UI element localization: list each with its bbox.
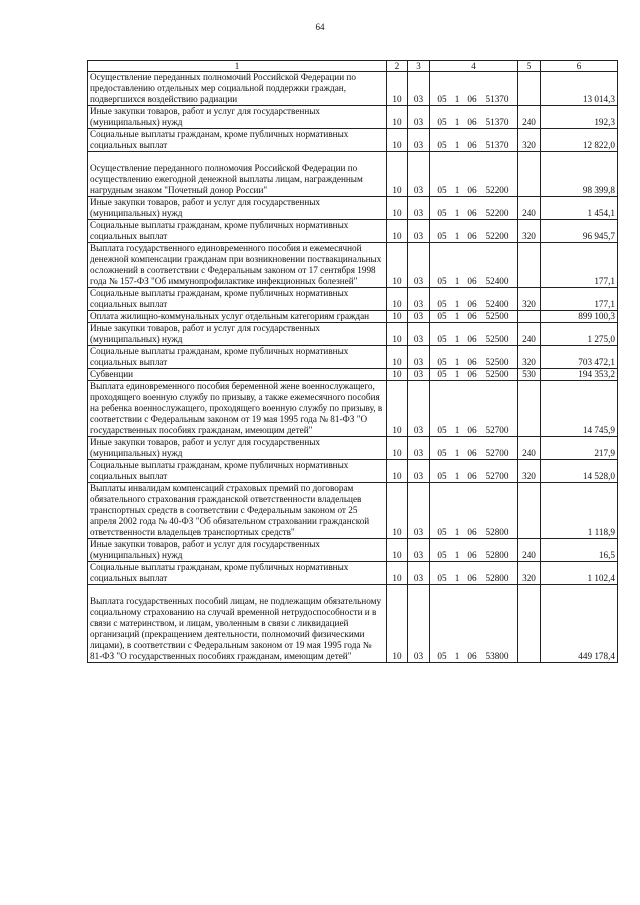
row-name: Субвенции bbox=[88, 369, 387, 381]
row-subsection: 03 bbox=[408, 381, 430, 437]
code-part: 06 bbox=[467, 357, 477, 367]
row-expense-type: 320 bbox=[518, 288, 541, 311]
code-part: 1 bbox=[454, 94, 460, 104]
row-expense-type: 240 bbox=[518, 539, 541, 562]
code-part: 52700 bbox=[485, 471, 509, 481]
row-expense-type: 320 bbox=[518, 346, 541, 369]
table-row bbox=[88, 311, 618, 323]
code-part: 05 bbox=[437, 550, 447, 560]
code-part: 06 bbox=[467, 527, 477, 537]
table-row bbox=[88, 243, 618, 288]
code-part: 06 bbox=[467, 276, 477, 286]
row-target-code bbox=[430, 483, 518, 539]
row-name: Иные закупки товаров, работ и услуг для государственных (муниципальных) нужд bbox=[88, 437, 387, 460]
code-part: 1 bbox=[454, 231, 460, 241]
code-part: 51370 bbox=[485, 94, 509, 104]
row-subsection: 03 bbox=[408, 323, 430, 346]
row-target-code bbox=[430, 381, 518, 437]
row-expense-type bbox=[518, 483, 541, 539]
code-part: 1 bbox=[454, 334, 460, 344]
row-expense-type: 240 bbox=[518, 323, 541, 346]
row-target-code bbox=[430, 72, 518, 106]
row-target-code bbox=[430, 539, 518, 562]
code-part: 05 bbox=[437, 185, 447, 195]
code-part: 05 bbox=[437, 448, 447, 458]
code-part: 1 bbox=[454, 527, 460, 537]
code-part: 06 bbox=[467, 94, 477, 104]
code-part: 52400 bbox=[485, 276, 509, 286]
code-part: 06 bbox=[467, 369, 477, 379]
row-target-code bbox=[430, 323, 518, 346]
row-subsection: 03 bbox=[408, 72, 430, 106]
row-target-code bbox=[430, 346, 518, 369]
code-part: 05 bbox=[437, 311, 447, 321]
row-subsection: 03 bbox=[408, 243, 430, 288]
table-row bbox=[88, 346, 618, 369]
code-part: 1 bbox=[454, 140, 460, 150]
row-amount: 96 945,7 bbox=[541, 220, 618, 243]
row-section: 10 bbox=[387, 381, 408, 437]
row-amount: 12 822,0 bbox=[541, 129, 618, 152]
table-row bbox=[88, 72, 618, 106]
row-amount: 192,3 bbox=[541, 106, 618, 129]
row-target-code bbox=[430, 288, 518, 311]
row-target-code bbox=[430, 106, 518, 129]
row-expense-type bbox=[518, 243, 541, 288]
code-part: 1 bbox=[454, 573, 460, 583]
code-part: 06 bbox=[467, 334, 477, 344]
code-part: 05 bbox=[437, 208, 447, 218]
row-section: 10 bbox=[387, 152, 408, 197]
row-subsection: 03 bbox=[408, 152, 430, 197]
row-section: 10 bbox=[387, 323, 408, 346]
row-target-code bbox=[430, 460, 518, 483]
table-row bbox=[88, 437, 618, 460]
row-amount: 13 014,3 bbox=[541, 72, 618, 106]
row-expense-type bbox=[518, 72, 541, 106]
code-part: 1 bbox=[454, 357, 460, 367]
table-row bbox=[88, 585, 618, 663]
code-part: 52800 bbox=[485, 573, 509, 583]
row-name: Иные закупки товаров, работ и услуг для государственных (муниципальных) нужд bbox=[88, 197, 387, 220]
row-section: 10 bbox=[387, 311, 408, 323]
code-part: 1 bbox=[454, 651, 460, 661]
code-part: 1 bbox=[454, 425, 460, 435]
row-subsection: 03 bbox=[408, 369, 430, 381]
code-part: 05 bbox=[437, 471, 447, 481]
code-part: 06 bbox=[467, 231, 477, 241]
row-amount: 703 472,1 bbox=[541, 346, 618, 369]
code-part: 05 bbox=[437, 357, 447, 367]
row-section: 10 bbox=[387, 197, 408, 220]
row-expense-type: 530 bbox=[518, 369, 541, 381]
code-part: 1 bbox=[454, 299, 460, 309]
row-amount: 1 118,9 bbox=[541, 483, 618, 539]
row-target-code bbox=[430, 585, 518, 663]
header-col-6: 6 bbox=[541, 61, 618, 72]
row-expense-type bbox=[518, 381, 541, 437]
code-part: 05 bbox=[437, 140, 447, 150]
row-section: 10 bbox=[387, 243, 408, 288]
row-name: Социальные выплаты гражданам, кроме публичных нормативных социальных выплат bbox=[88, 288, 387, 311]
code-part: 06 bbox=[467, 117, 477, 127]
row-expense-type bbox=[518, 152, 541, 197]
table-row bbox=[88, 197, 618, 220]
code-part: 05 bbox=[437, 425, 447, 435]
row-target-code bbox=[430, 243, 518, 288]
table-row bbox=[88, 381, 618, 437]
row-expense-type bbox=[518, 585, 541, 663]
row-section: 10 bbox=[387, 585, 408, 663]
row-amount: 1 454,1 bbox=[541, 197, 618, 220]
table-row bbox=[88, 323, 618, 346]
code-part: 1 bbox=[454, 311, 460, 321]
code-part: 06 bbox=[467, 448, 477, 458]
row-amount: 16,5 bbox=[541, 539, 618, 562]
code-part: 52500 bbox=[485, 357, 509, 367]
table-row bbox=[88, 220, 618, 243]
row-subsection: 03 bbox=[408, 562, 430, 585]
row-expense-type: 320 bbox=[518, 220, 541, 243]
code-part: 1 bbox=[454, 185, 460, 195]
code-part: 53800 bbox=[485, 651, 509, 661]
row-section: 10 bbox=[387, 220, 408, 243]
code-part: 52800 bbox=[485, 550, 509, 560]
row-expense-type: 240 bbox=[518, 437, 541, 460]
row-subsection: 03 bbox=[408, 585, 430, 663]
row-name: Иные закупки товаров, работ и услуг для государственных (муниципальных) нужд bbox=[88, 323, 387, 346]
table-row bbox=[88, 369, 618, 381]
table-header-row bbox=[88, 61, 618, 72]
code-part: 52200 bbox=[485, 208, 509, 218]
table-row bbox=[88, 152, 618, 197]
row-name: Социальные выплаты гражданам, кроме публичных нормативных социальных выплат bbox=[88, 346, 387, 369]
code-part: 1 bbox=[454, 208, 460, 218]
header-col-4: 4 bbox=[430, 61, 518, 72]
row-target-code bbox=[430, 311, 518, 323]
table-row bbox=[88, 288, 618, 311]
code-part: 51370 bbox=[485, 117, 509, 127]
code-part: 52700 bbox=[485, 448, 509, 458]
code-part: 05 bbox=[437, 117, 447, 127]
code-part: 1 bbox=[454, 369, 460, 379]
row-amount: 449 178,4 bbox=[541, 585, 618, 663]
code-part: 52800 bbox=[485, 527, 509, 537]
row-name: Осуществление переданного полномочия Российской Федерации по осуществлению ежегодной денежной выплаты лицам, награжденным нагрудным знаком "Почетный донор России" bbox=[88, 152, 387, 197]
row-section: 10 bbox=[387, 346, 408, 369]
row-amount: 217,9 bbox=[541, 437, 618, 460]
row-subsection: 03 bbox=[408, 197, 430, 220]
row-expense-type bbox=[518, 311, 541, 323]
table-row bbox=[88, 106, 618, 129]
code-part: 52200 bbox=[485, 185, 509, 195]
page-number: 64 bbox=[315, 22, 325, 32]
row-target-code bbox=[430, 220, 518, 243]
row-name: Социальные выплаты гражданам, кроме публичных нормативных социальных выплат bbox=[88, 129, 387, 152]
code-part: 06 bbox=[467, 208, 477, 218]
table-row bbox=[88, 129, 618, 152]
row-amount: 177,1 bbox=[541, 288, 618, 311]
row-amount: 899 100,3 bbox=[541, 311, 618, 323]
code-part: 1 bbox=[454, 448, 460, 458]
code-part: 52700 bbox=[485, 425, 509, 435]
row-subsection: 03 bbox=[408, 483, 430, 539]
code-part: 06 bbox=[467, 573, 477, 583]
row-subsection: 03 bbox=[408, 346, 430, 369]
row-section: 10 bbox=[387, 106, 408, 129]
row-amount: 14 745,9 bbox=[541, 381, 618, 437]
code-part: 1 bbox=[454, 276, 460, 286]
row-section: 10 bbox=[387, 369, 408, 381]
header-col-1: 1 bbox=[88, 61, 387, 72]
row-subsection: 03 bbox=[408, 460, 430, 483]
row-amount: 177,1 bbox=[541, 243, 618, 288]
row-amount: 14 528,0 bbox=[541, 460, 618, 483]
row-amount: 1 102,4 bbox=[541, 562, 618, 585]
code-part: 05 bbox=[437, 573, 447, 583]
row-amount: 98 399,8 bbox=[541, 152, 618, 197]
row-name: Осуществление переданных полномочий Российской Федерации по предоставлению отдельных мер социальной поддержки граждан, подвергшихся воздействию радиации bbox=[88, 72, 387, 106]
row-section: 10 bbox=[387, 539, 408, 562]
code-part: 51370 bbox=[485, 140, 509, 150]
row-section: 10 bbox=[387, 460, 408, 483]
code-part: 06 bbox=[467, 425, 477, 435]
code-part: 52500 bbox=[485, 334, 509, 344]
code-part: 05 bbox=[437, 231, 447, 241]
row-name: Выплата государственного единовременного пособия и ежемесячной денежной компенсации гражданам при возникновении поствакцинальных осложнений в соответствии с Федеральным законом от 17 сентября 1998 года № 157-ФЗ "Об иммунопрофилактике инфекционных болезней" bbox=[88, 243, 387, 288]
row-subsection: 03 bbox=[408, 220, 430, 243]
row-section: 10 bbox=[387, 437, 408, 460]
row-name: Иные закупки товаров, работ и услуг для государственных (муниципальных) нужд bbox=[88, 106, 387, 129]
row-section: 10 bbox=[387, 72, 408, 106]
row-target-code bbox=[430, 562, 518, 585]
row-name: Выплата государственных пособий лицам, не подлежащим обязательному социальному страхованию на случай временной нетрудоспособности и в связи с материнством, и лицам, уволенным в связи с ликвидацией организаций (прекращением деятельности, полномочий физическими лицами), в соответствии с Федеральным законом от 19 мая 1995 года № 81-ФЗ "О государственных пособиях гражданам, имеющим детей" bbox=[88, 585, 387, 663]
table-row bbox=[88, 539, 618, 562]
row-section: 10 bbox=[387, 288, 408, 311]
code-part: 06 bbox=[467, 140, 477, 150]
code-part: 05 bbox=[437, 334, 447, 344]
row-subsection: 03 bbox=[408, 437, 430, 460]
row-section: 10 bbox=[387, 562, 408, 585]
row-subsection: 03 bbox=[408, 539, 430, 562]
row-expense-type: 320 bbox=[518, 562, 541, 585]
row-target-code bbox=[430, 369, 518, 381]
row-name: Иные закупки товаров, работ и услуг для государственных (муниципальных) нужд bbox=[88, 539, 387, 562]
header-col-2: 2 bbox=[387, 61, 408, 72]
code-part: 52500 bbox=[485, 369, 509, 379]
code-part: 05 bbox=[437, 299, 447, 309]
header-col-3: 3 bbox=[408, 61, 430, 72]
code-part: 06 bbox=[467, 471, 477, 481]
code-part: 1 bbox=[454, 117, 460, 127]
table-row bbox=[88, 562, 618, 585]
code-part: 52500 bbox=[485, 311, 509, 321]
row-expense-type: 320 bbox=[518, 460, 541, 483]
row-subsection: 03 bbox=[408, 311, 430, 323]
row-name: Социальные выплаты гражданам, кроме публичных нормативных социальных выплат bbox=[88, 460, 387, 483]
code-part: 1 bbox=[454, 471, 460, 481]
table-row bbox=[88, 483, 618, 539]
code-part: 05 bbox=[437, 276, 447, 286]
code-part: 06 bbox=[467, 651, 477, 661]
row-name: Выплата единовременного пособия беременной жене военнослужащего, проходящего военную службу по призыву, а также ежемесячного пособия на ребенка военнослужащего, проходящего военную службу по призыву, в соответствии с Федеральным законом от 19 мая 1995 года № 81-ФЗ "О государственных пособиях гражданам, имеющим детей" bbox=[88, 381, 387, 437]
table-body bbox=[88, 72, 618, 663]
header-col-5: 5 bbox=[518, 61, 541, 72]
code-part: 06 bbox=[467, 299, 477, 309]
row-name: Социальные выплаты гражданам, кроме публичных нормативных социальных выплат bbox=[88, 220, 387, 243]
row-expense-type: 240 bbox=[518, 106, 541, 129]
row-name: Социальные выплаты гражданам, кроме публичных нормативных социальных выплат bbox=[88, 562, 387, 585]
row-amount: 194 353,2 bbox=[541, 369, 618, 381]
code-part: 06 bbox=[467, 550, 477, 560]
row-subsection: 03 bbox=[408, 106, 430, 129]
row-target-code bbox=[430, 197, 518, 220]
row-section: 10 bbox=[387, 129, 408, 152]
code-part: 05 bbox=[437, 94, 447, 104]
row-subsection: 03 bbox=[408, 129, 430, 152]
code-part: 1 bbox=[454, 550, 460, 560]
code-part: 06 bbox=[467, 311, 477, 321]
row-section: 10 bbox=[387, 483, 408, 539]
code-part: 05 bbox=[437, 527, 447, 537]
table-row bbox=[88, 460, 618, 483]
row-expense-type: 240 bbox=[518, 197, 541, 220]
code-part: 05 bbox=[437, 369, 447, 379]
row-subsection: 03 bbox=[408, 288, 430, 311]
code-part: 06 bbox=[467, 185, 477, 195]
row-name: Выплаты инвалидам компенсаций страховых премий по договорам обязательного страхования гражданской ответственности владельцев транспортных средств в соответствии с Федеральным законом от 25 апреля 2002 года № 40-ФЗ "Об обязательном страховании гражданской ответственности владельцев транспортных средств" bbox=[88, 483, 387, 539]
row-target-code bbox=[430, 129, 518, 152]
code-part: 52400 bbox=[485, 299, 509, 309]
row-name: Оплата жилищно-коммунальных услуг отдельным категориям граждан bbox=[88, 311, 387, 323]
row-target-code bbox=[430, 437, 518, 460]
row-amount: 1 275,0 bbox=[541, 323, 618, 346]
row-target-code bbox=[430, 152, 518, 197]
row-expense-type: 320 bbox=[518, 129, 541, 152]
code-part: 05 bbox=[437, 651, 447, 661]
budget-table bbox=[87, 60, 618, 663]
code-part: 52200 bbox=[485, 231, 509, 241]
